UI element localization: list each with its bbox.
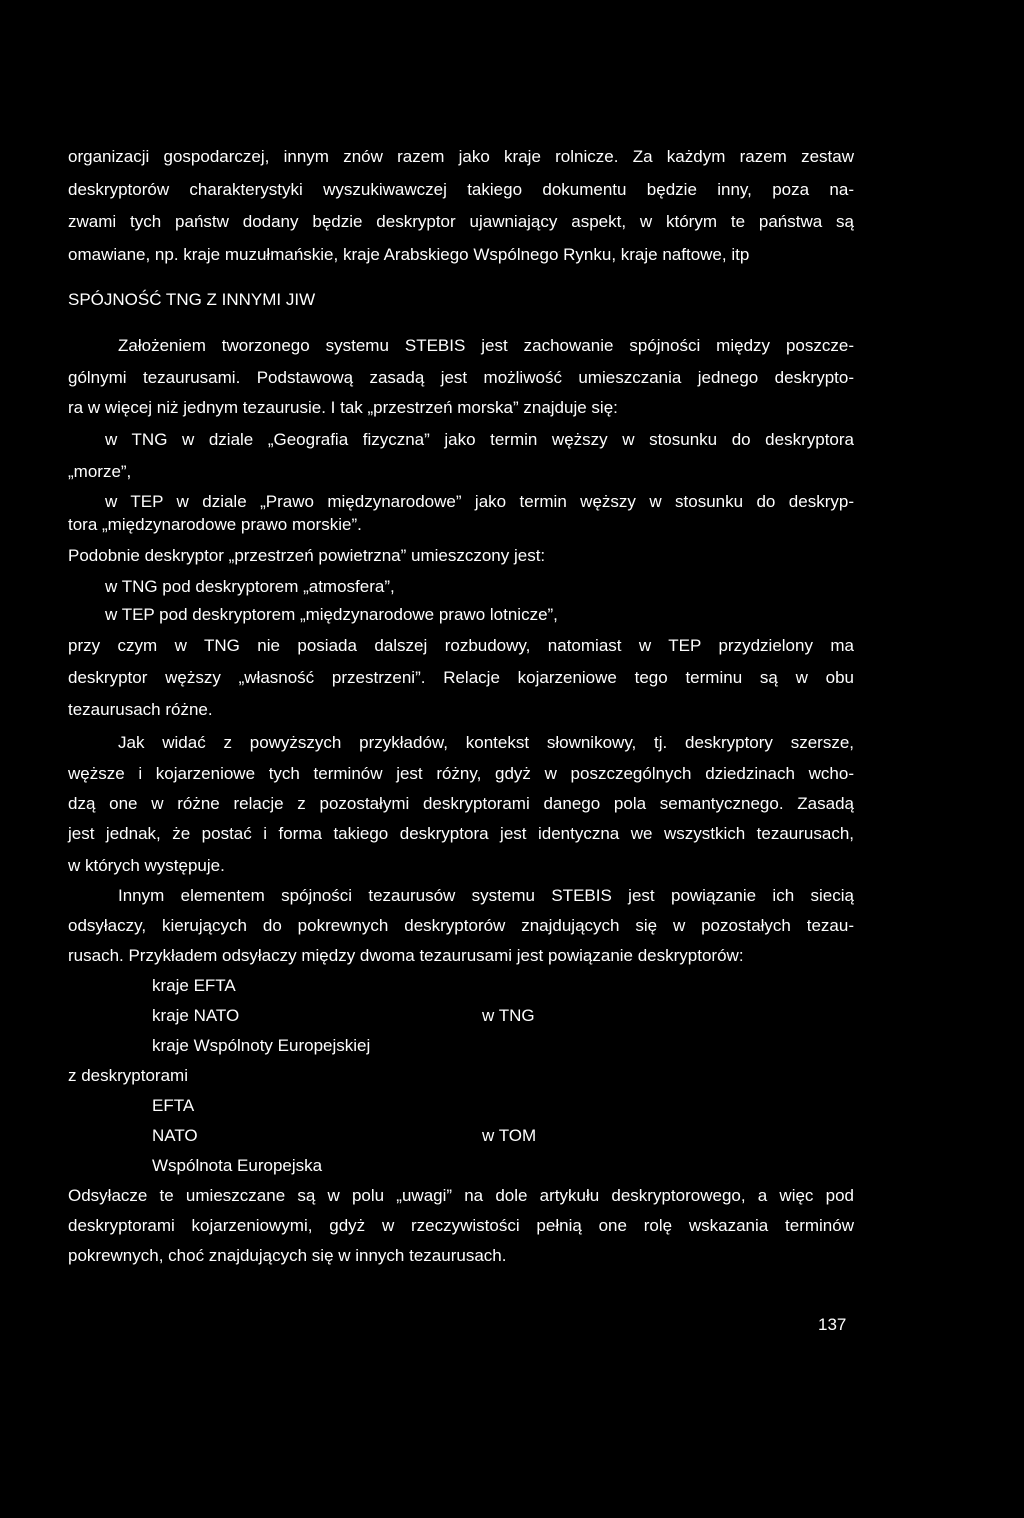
text-line: deskryptorów charakterystyki wyszukiwawczej takiego dokumentu będzie inny, poza na-	[68, 180, 854, 199]
text-line: zwami tych państw dodany będzie deskryptor ujawniający aspekt, w którym te państwa są	[68, 212, 854, 231]
text-line: dzą one w różne relacje z pozostałymi deskryptorami danego pola semantycznego. Zasadą	[68, 794, 854, 813]
text-line: tezaurusach różne.	[68, 700, 213, 719]
text-line: Założeniem tworzonego systemu STEBIS jest zachowanie spójności między poszcze-	[118, 336, 854, 355]
text-line: Odsyłacze te umieszczane są w polu „uwagi” na dole artykułu deskryptorowego, a więc pod	[68, 1186, 854, 1205]
descriptor-item: kraje EFTA	[152, 976, 236, 995]
descriptor-item: EFTA	[152, 1096, 195, 1115]
text-line: Jak widać z powyższych przykładów, kontekst słownikowy, tj. deskryptory szersze,	[118, 733, 854, 752]
text-line: „morze”,	[68, 462, 132, 481]
text-line: omawiane, np. kraje muzułmańskie, kraje Arabskiego Wspólnego Rynku, kraje naftowe, itp	[68, 245, 750, 264]
text-line: gólnymi tezaurusami. Podstawową zasadą jest możliwość umieszczania jednego deskrypto-	[68, 368, 854, 387]
text-line: w TNG w dziale „Geografia fizyczna” jako termin węższy w stosunku do deskryptora	[105, 430, 854, 449]
text-line: w TNG pod deskryptorem „atmosfera”,	[105, 577, 395, 596]
section-heading: SPÓJNOŚĆ TNG Z INNYMI JIW	[68, 290, 316, 309]
text-line: deskryptorami kojarzeniowymi, gdyż w rzeczywistości pełnią one rolę wskazania terminów	[68, 1216, 854, 1235]
text-line: Innym elementem spójności tezaurusów systemu STEBIS jest powiązanie ich siecią	[118, 886, 854, 905]
text-line: w TEP pod deskryptorem „międzynarodowe prawo lotnicze”,	[105, 605, 558, 624]
text-line: w których występuje.	[68, 856, 225, 875]
descriptor-item: kraje NATO	[152, 1006, 240, 1025]
text-line: w TEP w dziale „Prawo międzynarodowe” jako termin węższy w stosunku do deskryp-	[105, 492, 854, 511]
text-line: pokrewnych, choć znajdujących się w innych tezaurusach.	[68, 1246, 507, 1265]
text-line: rusach. Przykładem odsyłaczy między dwoma tezaurusami jest powiązanie deskryptorów:	[68, 946, 744, 965]
text-line: przy czym w TNG nie posiada dalszej rozbudowy, natomiast w TEP przydzielony ma	[68, 636, 854, 655]
thesaurus-label: w TOM	[482, 1126, 537, 1145]
connector-text: z deskryptorami	[68, 1066, 188, 1085]
page-number: 137	[818, 1315, 847, 1334]
text-line: ra w więcej niż jednym tezaurusie. I tak „przestrzeń morska” znajduje się:	[68, 398, 618, 417]
text-line: odsyłaczy, kierujących do pokrewnych deskryptorów znajdujących się w pozostałych tezau-	[68, 916, 854, 935]
text-line: organizacji gospodarczej, innym znów razem jako kraje rolnicze. Za każdym razem zestaw	[68, 147, 854, 166]
text-line: deskryptor węższy „własność przestrzeni”. Relacje kojarzeniowe tego terminu są w obu	[68, 668, 854, 687]
text-line: tora „międzynarodowe prawo morskie”.	[68, 515, 362, 534]
text-line: węższe i kojarzeniowe tych terminów jest różny, gdyż w poszczególnych dziedzinach wcho-	[68, 764, 854, 783]
text-line: Podobnie deskryptor „przestrzeń powietrzna” umieszczony jest:	[68, 546, 546, 565]
descriptor-item: NATO	[152, 1126, 198, 1145]
descriptor-item: kraje Wspólnoty Europejskiej	[152, 1036, 371, 1055]
thesaurus-label: w TNG	[482, 1006, 535, 1025]
text-line: jest jednak, że postać i forma takiego deskryptora jest identyczna we wszystkich tezaurusach,	[68, 824, 854, 843]
descriptor-item: Wspólnota Europejska	[152, 1156, 323, 1175]
